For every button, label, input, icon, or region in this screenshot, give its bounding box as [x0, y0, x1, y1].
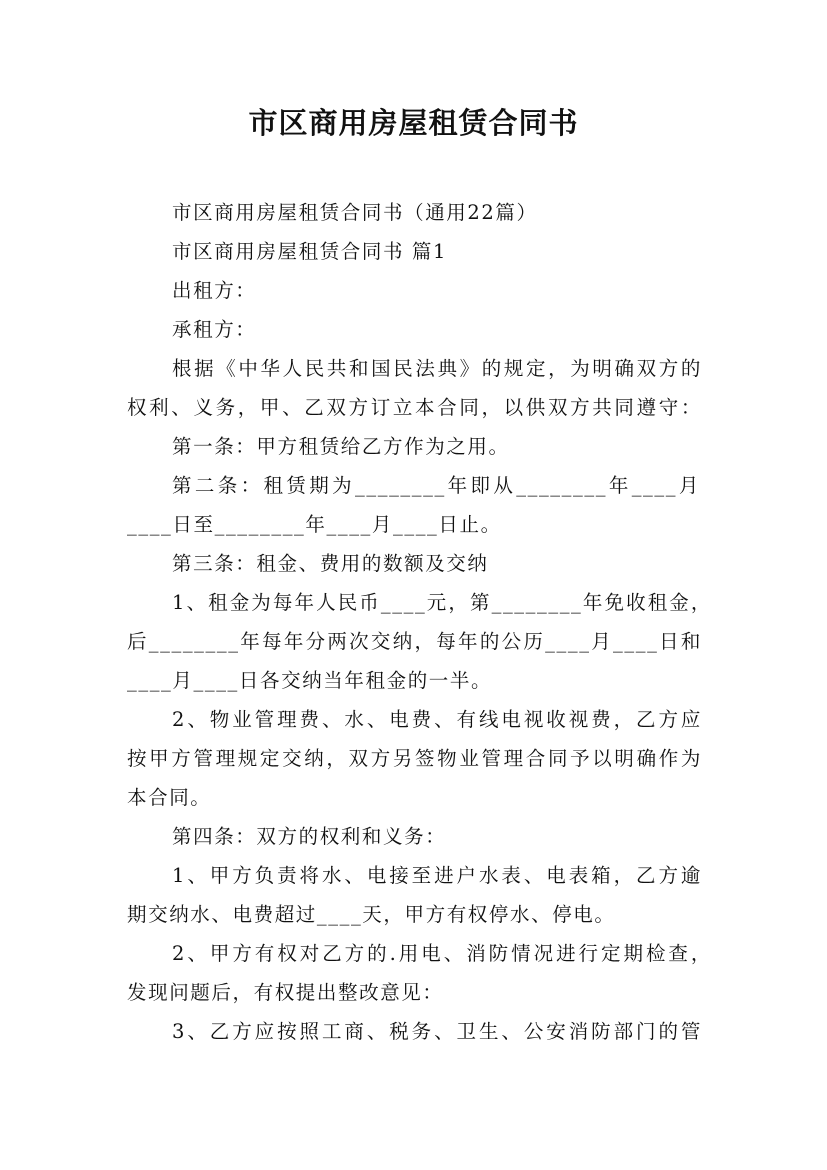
- clause-3-item-line: ____月____日各交纳当年租金的一半。: [127, 669, 493, 692]
- subtitle-line: 市区商用房屋租赁合同书（通用22篇）: [172, 201, 538, 224]
- document-title: 市区商用房屋租赁合同书: [248, 106, 579, 140]
- paragraph-line: 根据《中华人民共和国民法典》的规定，为明确双方的: [172, 357, 702, 380]
- lessee-label: 承租方：: [172, 318, 257, 341]
- clause-3-item-line: 本合同。: [127, 786, 212, 809]
- paragraph-line: 权利、义务，甲、乙双方订立本合同，以供双方共同遵守：: [127, 396, 702, 419]
- clause-3-item-line: 1、租金为每年人民币____元，第________年免收租金，: [172, 591, 712, 614]
- lessor-label: 出租方：: [172, 279, 257, 302]
- clause-3-item-line: 后________年每年分两次交纳，每年的公历____月____日和: [127, 630, 702, 653]
- clause-4-item-line: 发现问题后，有权提出整改意见：: [127, 981, 444, 1004]
- clause-2-line: ____日至________年____月____日止。: [127, 513, 502, 536]
- clause-4-item-line: 3、乙方应按照工商、税务、卫生、公安消防部门的管: [172, 1020, 702, 1043]
- section-heading: 市区商用房屋租赁合同书 篇1: [172, 240, 448, 263]
- clause-4-heading: 第四条：双方的权利和义务：: [172, 825, 447, 848]
- clause-3-heading: 第三条：租金、费用的数额及交纳: [172, 552, 489, 575]
- clause-4-item-line: 2、甲方有权对乙方的.用电、消防情况进行定期检查，: [172, 942, 712, 965]
- clause-4-item-line: 期交纳水、电费超过____天，甲方有权停水、停电。: [127, 903, 616, 926]
- clause-1: 第一条：甲方租赁给乙方作为之用。: [172, 435, 510, 458]
- clause-4-item-line: 1、甲方负责将水、电接至进户水表、电表箱，乙方逾: [172, 864, 702, 887]
- clause-3-item-line: 2、物业管理费、水、电费、有线电视收视费，乙方应: [172, 708, 702, 731]
- clause-3-item-line: 按甲方管理规定交纳，双方另签物业管理合同予以明确作为: [127, 747, 702, 770]
- clause-2-line: 第二条：租赁期为________年即从________年____月: [172, 474, 700, 497]
